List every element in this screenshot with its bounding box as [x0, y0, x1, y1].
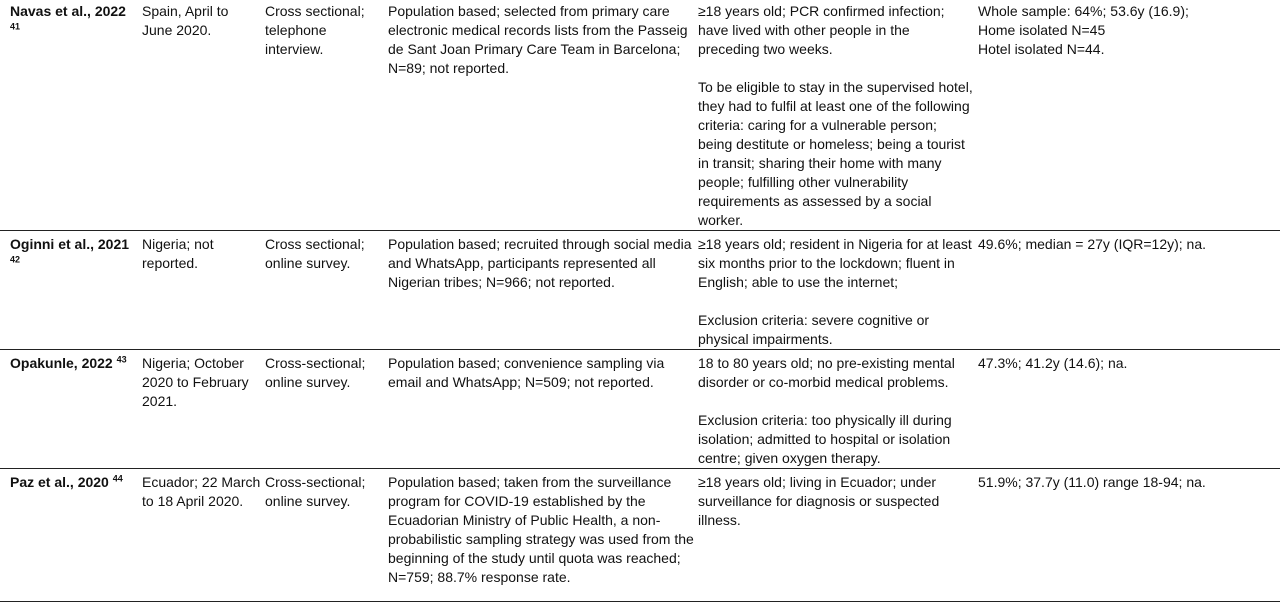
criteria-paragraph: ≥18 years old; resident in Nigeria for at least six months prior to the lockdown; fluent in English; able to use the internet; [698, 236, 972, 290]
criteria-paragraph: To be eligible to stay in the supervised hotel, they had to fulfil at least one of the following criteria: caring for a vulnerable person; being destitute or homeless; being a tourist in transit; sharing their home with many people; fulfilling other vulnerability requirements as assessed by a social worker. [698, 79, 973, 228]
criteria-cell [698, 469, 978, 602]
setting-cell: Nigeria; October 2020 to February 2021. [142, 350, 265, 469]
reference-number: 41 [10, 21, 21, 32]
criteria-paragraph: Exclusion criteria: too physically ill during isolation; admitted to hospital or isolation centre; given oxygen therapy. [698, 412, 952, 466]
population-cell: Population based; taken from the surveillance program for COVID-19 established by the Ecuadorian Ministry of Public Health, a non-probabilistic sampling strategy was used from the beginning of the study until quota was reached; N=759; 88.7% response rate. [388, 469, 698, 602]
author-cell [0, 0, 142, 231]
criteria-paragraph: 18 to 80 years old; no pre-existing mental disorder or co-morbid medical problems. [698, 355, 955, 390]
sample-cell [978, 469, 1280, 602]
author-text: Paz et al., 2020 [10, 474, 109, 490]
sample-line: Hotel isolated N=44. [978, 41, 1105, 57]
criteria-cell [698, 350, 978, 469]
sample-line: 47.3%; 41.2y (14.6); na. [978, 355, 1128, 371]
author-text: Opakunle, 2022 [10, 355, 113, 371]
table-row [0, 350, 1280, 469]
criteria-paragraph: Exclusion criteria: severe cognitive or physical impairments. [698, 312, 930, 347]
criteria-paragraph: ≥18 years old; living in Ecuador; under surveillance for diagnosis or suspected illness. [698, 474, 940, 528]
criteria-cell [698, 0, 978, 231]
sample-line: Home isolated N=45 [978, 22, 1106, 38]
reference-number: 42 [10, 254, 21, 265]
population-cell: Population based; recruited through social media and WhatsApp, participants represented all Nigerian tribes; N=966; not reported. [388, 231, 698, 350]
criteria-paragraph: ≥18 years old; PCR confirmed infection; have lived with other people in the preceding two weeks. [698, 3, 945, 57]
criteria-cell [698, 231, 978, 350]
author-cell [0, 231, 142, 350]
table-row [0, 231, 1280, 350]
design-cell: Cross sectional; telephone interview. [265, 0, 388, 231]
author-text: Oginni et al., 2021 [10, 236, 130, 252]
table-row [0, 0, 1280, 231]
sample-cell [978, 0, 1280, 231]
author-cell [0, 469, 142, 602]
population-cell: Population based; selected from primary care electronic medical records lists from the Passeig de Sant Joan Primary Care Team in Barcelona; N=89; not reported. [388, 0, 698, 231]
reference-number: 44 [112, 473, 123, 484]
table-row [0, 469, 1280, 602]
setting-cell: Spain, April to June 2020. [142, 0, 265, 231]
population-cell: Population based; convenience sampling via email and WhatsApp; N=509; not reported. [388, 350, 698, 469]
sample-line: 51.9%; 37.7y (11.0) range 18-94; na. [978, 474, 1206, 490]
sample-line: Whole sample: 64%; 53.6y (16.9); [978, 3, 1189, 19]
sample-line: 49.6%; median = 27y (IQR=12y); na. [978, 236, 1207, 252]
design-cell: Cross sectional; online survey. [265, 231, 388, 350]
setting-cell: Ecuador; 22 March to 18 April 2020. [142, 469, 265, 602]
setting-cell: Nigeria; not reported. [142, 231, 265, 350]
sample-cell [978, 231, 1280, 350]
design-cell: Cross-sectional; online survey. [265, 469, 388, 602]
design-cell: Cross-sectional; online survey. [265, 350, 388, 469]
reference-number: 43 [116, 354, 127, 365]
author-cell [0, 350, 142, 469]
author-text: Navas et al., 2022 [10, 3, 126, 19]
sample-cell [978, 350, 1280, 469]
